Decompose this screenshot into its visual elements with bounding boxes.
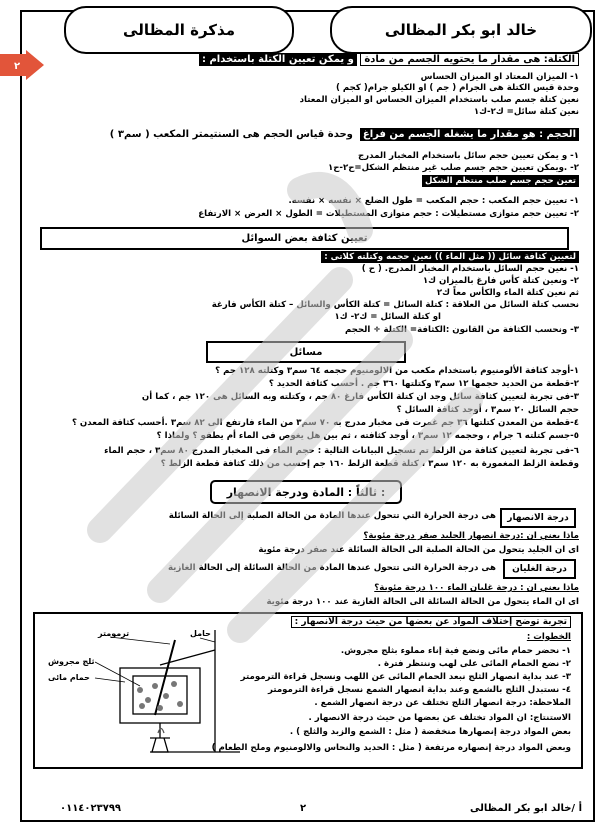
steps-title: الخطوات : — [526, 632, 571, 642]
melting-answer: اى ان الجليد يتحول من الحالة الصلبة الى الحالة السائلة عند صفر درجة مئوية — [258, 545, 579, 555]
regular-volume-heading: تعين حجم جسم صلب منتظم الشكل — [422, 176, 579, 186]
step-line: ٣- عند بداية انصهار الثلج نبعد الحمام المائى عن اللهب ونسجل قراءة الترمومتر — [240, 672, 571, 682]
ice-label: ثلج مجروش — [48, 657, 95, 666]
step-line: ٤- نستبدل الثلج بالشمع وعند بداية انصهار الشمع نسجل قراءة الترمومتر — [267, 685, 571, 695]
boiling-answer: اى ان الماء يتحول من الحالة السائلة الى الحالة الغازية عند ١٠٠ درجة مئوية — [266, 597, 579, 607]
density-line: ثم نعين كتلة الماء والكأس معاً ك٢ — [436, 288, 579, 298]
svg-text:٢: ٢ — [14, 61, 21, 72]
conclusion: الاستنتاج: ان المواد تختلف عن بعضها من حيث درجة الانصهار . — [308, 713, 571, 723]
low-melting-note: بعض المواد درجة إنصهارها منخفضة ( مثل : الشمع والزبد والثلج ) . — [289, 727, 571, 737]
boiling-definition: هى درجة الحرارة التى تتحول عندها المادة من الحالة السائلة إلى الحالة الغازية — [167, 563, 496, 573]
water-bath-label: حمام مائى — [48, 673, 90, 682]
problem-line: ٦-فى تجربة لتعيين كثافة من الزلط تم تسجيل البيانات التالية : حجم الماء فى المخبار المدرج ٨٠ سم٣ ، حجم الماء — [104, 446, 579, 456]
author-header: خالد ابو بكر المظالى — [330, 6, 592, 54]
thermometer-label: ترمومتر — [98, 629, 130, 638]
footer-author: أ /خالد ابو بكر المظالى — [470, 803, 582, 814]
footer-page-number: ٢ — [300, 803, 307, 814]
density-section-box: تعيين كثافة بعض السوائل — [40, 227, 569, 250]
problem-line: ٤-قطعة من المعدن كتلتها ٣٦ جم غمرت فى مخبار مدرج به ٧٠ سم٣ من الماء فارتفع الى ٨٢ سم٣ .أحسب كثافة المعدن ؟ — [71, 418, 579, 428]
step-line: ٢- نضع الحمام المائى على لهب وننتظر فترة . — [377, 659, 571, 669]
volume-heading: الحجم : هو مقدار ما يشغله الجسم من فراغ وحدة قياس الحجم هى السنتيمتر المكعب ( سم٣ ) — [110, 130, 579, 140]
footer-phone: ٠١١٤٠٢٣٧٩٩ — [60, 803, 122, 814]
volume-line: ٢- تعيين حجم متوازى مستطيلات : حجم متوازى المستطيلات = الطول × العرض × الارتفاع — [198, 209, 579, 219]
boiling-question: ماذا يعني ان : درجة غليان الماء ١٠٠ درجة مئوية؟ — [374, 583, 579, 593]
melting-question: ماذا يعني ان :درجة انصهار الجليد صفر درجة مئوية؟ — [363, 531, 579, 541]
title-header: مذكرة المظالى — [64, 6, 294, 54]
volume-line: ١- تعيين حجم المكعب : حجم المكعب = طول الضلع × نفسه × نفسه. — [288, 196, 579, 206]
volume-line: ١- و يمكن تعيين حجم سائل باستخدام المخبار المدرج — [357, 151, 579, 161]
apparatus-diagram — [40, 620, 260, 760]
boiling-label: درجة الغليان — [503, 559, 576, 579]
density-line: ٣- ونحسب الكثافة من القانون :الكثافة= الكتلة ÷ الحجم — [345, 325, 579, 335]
density-line: او كتلة السائل = ك٢- ك١ — [334, 312, 441, 322]
mass-heading: الكتلة: هى مقدار ما يحتويه الجسم من مادة و يمكن تعيين الكتلة باستخدام : — [199, 55, 579, 65]
density-line: ١- نعين حجم السائل باستخدام المخبار المدرج. ( ح ) — [361, 264, 579, 274]
mass-line: وحدة قيس الكتلة هى الجرام ( جم ) او الكيلو جرام( كجم ) — [336, 83, 579, 93]
step-line: ١- نحضر حمام مائى ونضع فية إناء مملوء بثلج مجروش. — [340, 646, 571, 656]
problem-line: ١-أوجد كثافة الألومنيوم باستخدام مكعب من الالومنيوم حجمه ٦٤ سم٣ وكتلته ١٢٨ جم ؟ — [215, 366, 579, 376]
mass-line: نعين كتلة جسم صلب باستخدام الميزان الحساس او الميزان المعتاد — [299, 95, 579, 105]
volume-line: ٢- .ويمكن تعيين حجم جسم صلب غير منتظم الشكل=ح٢-ح١ — [327, 163, 579, 173]
problem-line: ٢-قطعة من الحديد حجمها ١٢ سم٣ وكتلتها ٣٦٠ جم . أحسب كثافة الحديد ؟ — [268, 379, 579, 389]
problem-line: ٣-فى تجربة لتعيين كثافة سائل وجد ان كتلة الكأس فارغ ٨٠ جم ، وكتلته وبه السائل هى ١٢٠ جم ، كما أن — [141, 392, 579, 402]
high-melting-note: وبعض المواد درجة إنصهاره مرتفعة ( مثل : الحديد والنحاس والالومنيوم وملح الطعام ) — [211, 743, 571, 753]
density-line: نحسب كتلة السائل من العلاقة : كتلة السائل = كتلة الكأس والسائل – كتلة الكأس فارغة — [211, 300, 579, 310]
stand-label: حامل — [190, 629, 211, 638]
density-line: ٢- ونعين كتلة كأس فارغ بالميزان ك١ — [422, 276, 579, 286]
problem-line: ٥-جسم كتلته ٦ جرام ، وحجمه ١٢ سم٣ ، أوجد كثافته ، ثم بين هل يغوص فى الماء أم يطفو ؟ ولماذا ؟ — [156, 431, 579, 441]
density-heading: لتعيين كثافة سائل (( مثل الماء )) نعين حجمه وكتلته كلاتى : — [321, 252, 579, 262]
melting-definition: هى درجة الحرارة التي تتحول عندها المادة من الحالة الصلبة إلى الحالة السائلة — [168, 511, 496, 521]
melting-label: درجة الانصهار — [500, 508, 576, 528]
problems-box: مسائل — [206, 341, 406, 363]
problem-line: وقطعة الزلط المغمورة به ١٢٠ سم٣ ، كتلة قطعة الزلط ١٦٠ جم إحسب من ذلك كثافة قطعة الزلط ؟ — [160, 459, 579, 469]
mass-line: نعين كتلة سائل= ك٢-ك١ — [473, 107, 579, 117]
page-number-arrow-icon — [0, 50, 44, 80]
observation: الملاحظة: درجة انصهار الثلج تختلف عن درجة انصهار الشمع . — [314, 698, 571, 708]
problem-line: حجم السائل ٢٠ سم٣ ، أوجد كثافة السائل ؟ — [396, 405, 579, 415]
mass-line: ١- الميزان المعتاد او الميزان الحساس — [420, 72, 579, 82]
section3-box: ثالثاً : المادة ودرجة الانصهار : — [210, 480, 402, 504]
experiment-title: تجربة توضح إختلاف المواد عن بعضها من حيث درجة الانصهار : — [291, 617, 571, 627]
